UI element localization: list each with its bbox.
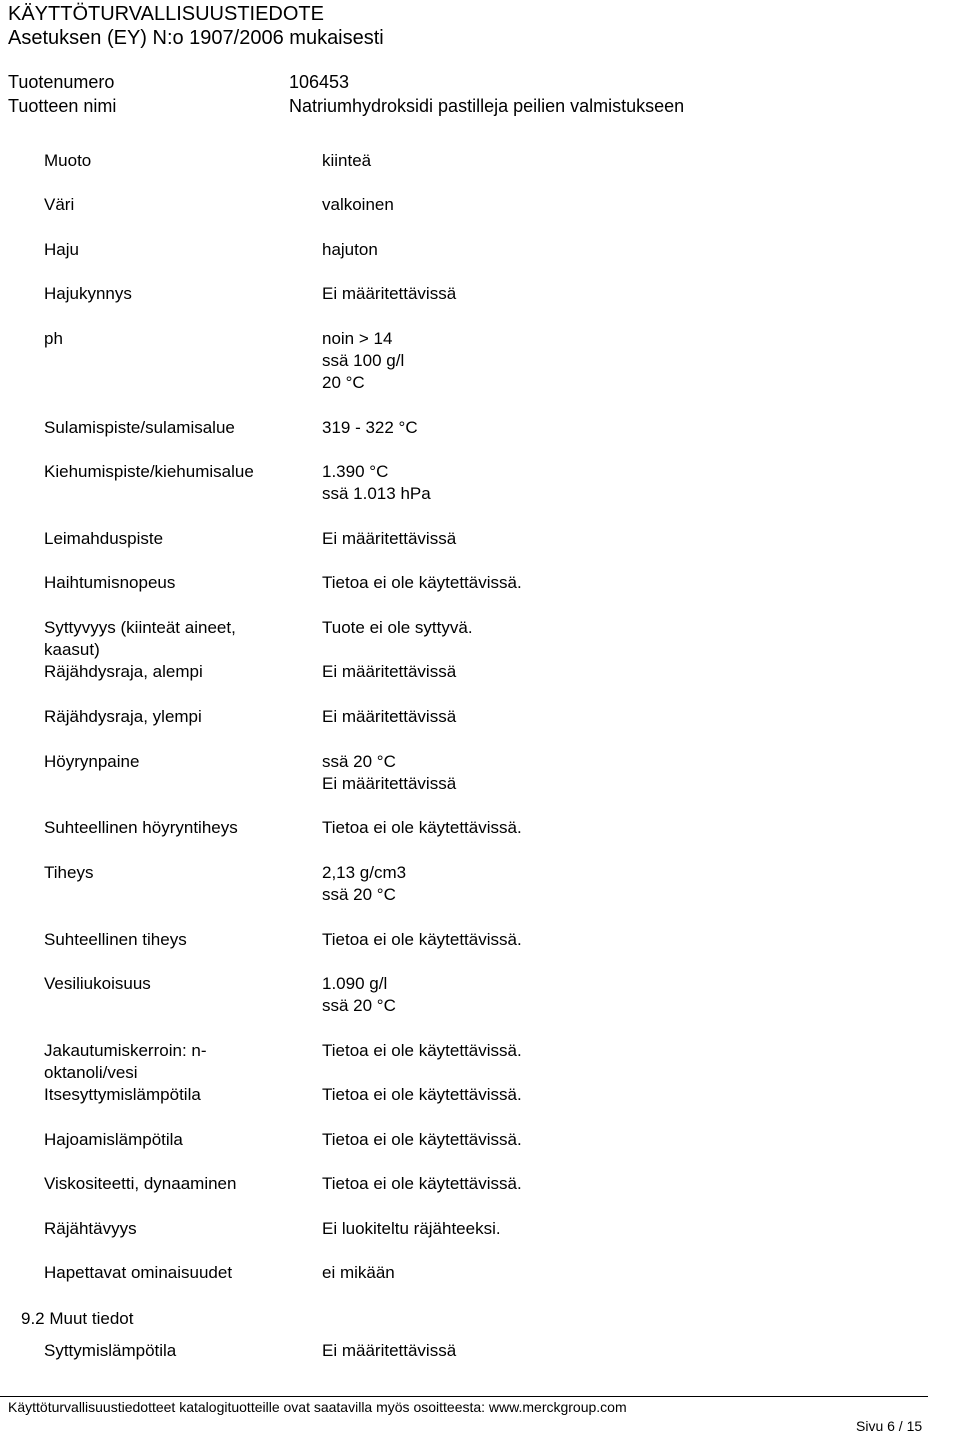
property-value: valkoinen <box>322 195 394 214</box>
property-label: Suhteellinen höyryntiheys <box>44 818 238 837</box>
property-label: Suhteellinen tiheys <box>44 930 187 949</box>
document-title: KÄYTTÖTURVALLISUUSTIEDOTE <box>8 3 324 25</box>
property-label: Syttymislämpötila <box>44 1341 177 1360</box>
property-label: Hapettavat ominaisuudet <box>44 1263 233 1282</box>
property-value: 20 °C <box>322 373 365 392</box>
property-value: Ei määritettävissä <box>322 284 457 303</box>
property-label: Räjähtävyys <box>44 1219 137 1238</box>
property-value: ssä 20 °C <box>322 885 396 904</box>
property-label: Itsesyttymislämpötila <box>44 1085 201 1104</box>
property-label: kaasut) <box>44 640 100 659</box>
product-name: Natriumhydroksidi pastilleja peilien valmistukseen <box>289 96 685 116</box>
property-value: Ei määritettävissä <box>322 774 457 793</box>
property-label: Viskositeetti, dynaaminen <box>44 1174 237 1193</box>
property-value: ssä 1.013 hPa <box>322 484 431 503</box>
property-label: Väri <box>44 195 75 214</box>
product-number: 106453 <box>289 72 350 92</box>
property-label: Kiehumispiste/kiehumisalue <box>44 462 254 481</box>
property-value: Ei luokiteltu räjähteeksi. <box>322 1219 501 1238</box>
property-value: hajuton <box>322 240 378 259</box>
property-label: Sulamispiste/sulamisalue <box>44 418 235 437</box>
property-value: ssä 20 °C <box>322 996 396 1015</box>
regulation-subtitle: Asetuksen (EY) N:o 1907/2006 mukaisesti <box>8 27 384 49</box>
property-label: Leimahduspiste <box>44 529 164 548</box>
property-label: oktanoli/vesi <box>44 1063 138 1082</box>
property-value: Ei määritettävissä <box>322 707 457 726</box>
property-value: Ei määritettävissä <box>322 1341 457 1360</box>
property-label: Haihtumisnopeus <box>44 573 176 592</box>
property-value: Tuote ei ole syttyvä. <box>322 618 473 637</box>
property-label: ph <box>44 329 63 348</box>
property-value: Tietoa ei ole käytettävissä. <box>322 573 522 592</box>
property-value: ei mikään <box>322 1263 395 1282</box>
property-value: ssä 20 °C <box>322 752 396 771</box>
section-heading: 9.2 Muut tiedot <box>21 1309 134 1328</box>
property-value: Tietoa ei ole käytettävissä. <box>322 1174 522 1193</box>
property-label: Haju <box>44 240 79 259</box>
property-value: 1.390 °C <box>322 462 389 481</box>
property-label: Muoto <box>44 151 92 170</box>
footer-note: Käyttöturvallisuustiedotteet katalogituotteille ovat saatavilla myös osoitteesta: www.merckgroup.com <box>8 1399 627 1415</box>
property-label: Hajoamislämpötila <box>44 1130 183 1149</box>
product-number-label: Tuotenumero <box>8 72 115 92</box>
property-value: ssä 100 g/l <box>322 351 405 370</box>
property-value: Tietoa ei ole käytettävissä. <box>322 1085 522 1104</box>
property-label: Räjähdysraja, alempi <box>44 662 203 681</box>
property-label: Räjähdysraja, ylempi <box>44 707 202 726</box>
property-value: 1.090 g/l <box>322 974 388 993</box>
footer-divider <box>0 1396 928 1397</box>
property-value: Ei määritettävissä <box>322 529 457 548</box>
property-value: 319 - 322 °C <box>322 418 418 437</box>
property-value: Tietoa ei ole käytettävissä. <box>322 1041 522 1060</box>
page-number: Sivu 6 / 15 <box>856 1418 923 1434</box>
product-name-label: Tuotteen nimi <box>8 96 117 116</box>
property-value: kiinteä <box>322 151 372 170</box>
property-label: Hajukynnys <box>44 284 132 303</box>
property-label: Jakautumiskerroin: n- <box>44 1041 207 1060</box>
property-value: 2,13 g/cm3 <box>322 863 407 882</box>
property-label: Syttyvyys (kiinteät aineet, <box>44 618 236 637</box>
property-value: noin > 14 <box>322 329 393 348</box>
property-label: Höyrynpaine <box>44 752 140 771</box>
property-value: Tietoa ei ole käytettävissä. <box>322 1130 522 1149</box>
property-value: Tietoa ei ole käytettävissä. <box>322 818 522 837</box>
property-label: Tiheys <box>44 863 94 882</box>
property-value: Ei määritettävissä <box>322 662 457 681</box>
property-value: Tietoa ei ole käytettävissä. <box>322 930 522 949</box>
property-label: Vesiliukoisuus <box>44 974 151 993</box>
